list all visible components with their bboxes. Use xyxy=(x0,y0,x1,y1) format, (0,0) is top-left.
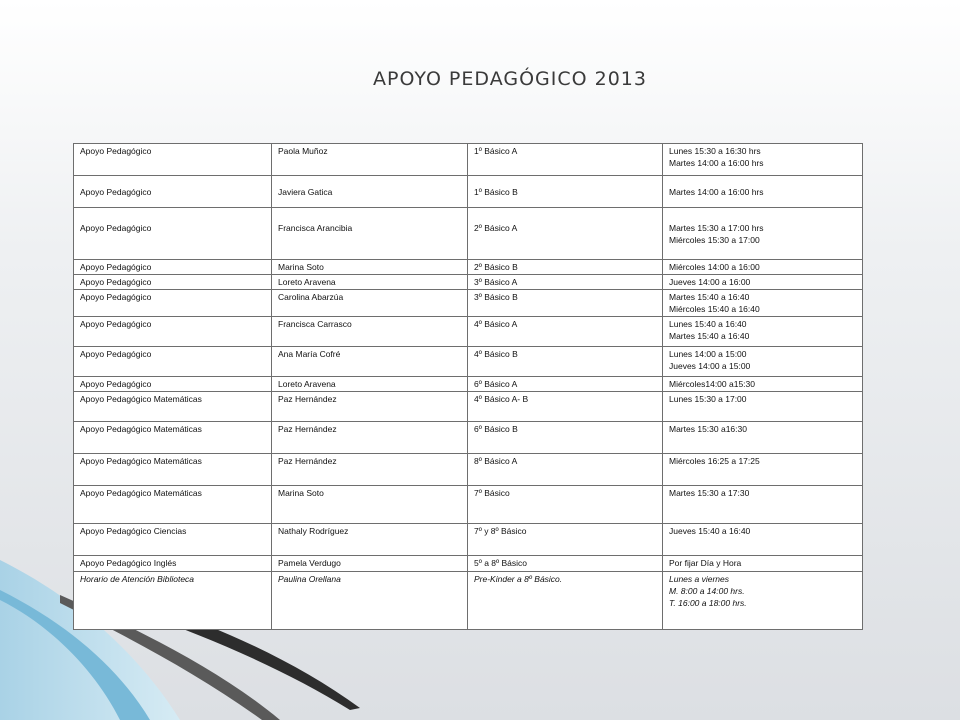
cell-area: Apoyo Pedagógico Matemáticas xyxy=(74,454,272,486)
cell-area: Apoyo Pedagógico xyxy=(74,377,272,392)
table-row xyxy=(74,572,863,630)
cell-schedule: Martes 14:00 a 16:00 hrs xyxy=(663,176,863,208)
cell-grade: 4º Básico B xyxy=(468,347,663,377)
cell-area: Apoyo Pedagógico Ciencias xyxy=(74,524,272,556)
cell-area: Apoyo Pedagógico xyxy=(74,347,272,377)
cell-area: Horario de Atención Biblioteca xyxy=(74,572,272,630)
table-row xyxy=(74,275,863,290)
cell-teacher: Loreto Aravena xyxy=(272,377,468,392)
cell-area: Apoyo Pedagógico xyxy=(74,290,272,317)
cell-grade: 8º Básico A xyxy=(468,454,663,486)
cell-schedule: Martes 15:30 a 17:00 hrs Miércoles 15:30 a 17:00 xyxy=(663,208,863,260)
table-row xyxy=(74,524,863,556)
cell-teacher: Ana María Cofré xyxy=(272,347,468,377)
schedule-table xyxy=(73,143,863,630)
cell-schedule: Jueves 14:00 a 16:00 xyxy=(663,275,863,290)
cell-schedule: Lunes 15:30 a 17:00 xyxy=(663,392,863,422)
cell-teacher: Loreto Aravena xyxy=(272,275,468,290)
cell-teacher: Paz Hernández xyxy=(272,454,468,486)
table-row xyxy=(74,454,863,486)
table-row xyxy=(74,144,863,176)
table-row xyxy=(74,486,863,524)
cell-schedule: Martes 15:30 a16:30 xyxy=(663,422,863,454)
cell-grade: 2º Básico A xyxy=(468,208,663,260)
cell-grade: 3º Básico A xyxy=(468,275,663,290)
table-row xyxy=(74,392,863,422)
cell-schedule: Lunes 15:30 a 16:30 hrs Martes 14:00 a 16:00 hrs xyxy=(663,144,863,176)
cell-area: Apoyo Pedagógico xyxy=(74,317,272,347)
table-row xyxy=(74,422,863,454)
cell-schedule: Jueves 15:40 a 16:40 xyxy=(663,524,863,556)
cell-teacher: Paulina Orellana xyxy=(272,572,468,630)
cell-grade: 2º Básico B xyxy=(468,260,663,275)
cell-teacher: Pamela Verdugo xyxy=(272,556,468,572)
cell-grade: 7º y 8º Básico xyxy=(468,524,663,556)
table-row xyxy=(74,260,863,275)
cell-schedule: Miércoles14:00 a15:30 xyxy=(663,377,863,392)
cell-grade: 6º Básico B xyxy=(468,422,663,454)
table-row xyxy=(74,347,863,377)
cell-schedule: Lunes 14:00 a 15:00 Jueves 14:00 a 15:00 xyxy=(663,347,863,377)
cell-teacher: Francisca Arancibia xyxy=(272,208,468,260)
table-row xyxy=(74,556,863,572)
cell-teacher: Marina Soto xyxy=(272,486,468,524)
cell-grade: 1º Básico B xyxy=(468,176,663,208)
cell-grade: Pre-Kinder a 8º Básico. xyxy=(468,572,663,630)
cell-schedule: Miércoles 14:00 a 16:00 xyxy=(663,260,863,275)
cell-schedule: Martes 15:40 a 16:40 Miércoles 15:40 a 16:40 xyxy=(663,290,863,317)
cell-grade: 1º Básico A xyxy=(468,144,663,176)
cell-grade: 4º Básico A- B xyxy=(468,392,663,422)
cell-area: Apoyo Pedagógico xyxy=(74,208,272,260)
cell-area: Apoyo Pedagógico Matemáticas xyxy=(74,392,272,422)
cell-schedule: Lunes 15:40 a 16:40 Martes 15:40 a 16:40 xyxy=(663,317,863,347)
cell-grade: 7º Básico xyxy=(468,486,663,524)
cell-teacher: Paz Hernández xyxy=(272,422,468,454)
table-row xyxy=(74,208,863,260)
table-row xyxy=(74,290,863,317)
cell-area: Apoyo Pedagógico Matemáticas xyxy=(74,486,272,524)
cell-grade: 5º a 8º Básico xyxy=(468,556,663,572)
page-title: APOYO PEDAGÓGICO 2013 xyxy=(373,68,647,90)
cell-grade: 4º Básico A xyxy=(468,317,663,347)
table-row xyxy=(74,176,863,208)
cell-teacher: Paola Muñoz xyxy=(272,144,468,176)
cell-area: Apoyo Pedagógico xyxy=(74,176,272,208)
table-row xyxy=(74,377,863,392)
cell-schedule: Miércoles 16:25 a 17:25 xyxy=(663,454,863,486)
cell-teacher: Paz Hernández xyxy=(272,392,468,422)
cell-schedule: Martes 15:30 a 17:30 xyxy=(663,486,863,524)
cell-area: Apoyo Pedagógico xyxy=(74,275,272,290)
cell-teacher: Francisca Carrasco xyxy=(272,317,468,347)
cell-grade: 3º Básico B xyxy=(468,290,663,317)
cell-area: Apoyo Pedagógico xyxy=(74,144,272,176)
cell-teacher: Nathaly Rodríguez xyxy=(272,524,468,556)
cell-teacher: Carolina Abarzúa xyxy=(272,290,468,317)
cell-teacher: Javiera Gatica xyxy=(272,176,468,208)
cell-schedule: Lunes a viernes M. 8:00 a 14:00 hrs. T. 16:00 a 18:00 hrs. xyxy=(663,572,863,630)
cell-teacher: Marina Soto xyxy=(272,260,468,275)
cell-area: Apoyo Pedagógico Matemáticas xyxy=(74,422,272,454)
cell-grade: 6º Básico A xyxy=(468,377,663,392)
table-row xyxy=(74,317,863,347)
cell-schedule: Por fijar Día y Hora xyxy=(663,556,863,572)
cell-area: Apoyo Pedagógico Inglés xyxy=(74,556,272,572)
cell-area: Apoyo Pedagógico xyxy=(74,260,272,275)
